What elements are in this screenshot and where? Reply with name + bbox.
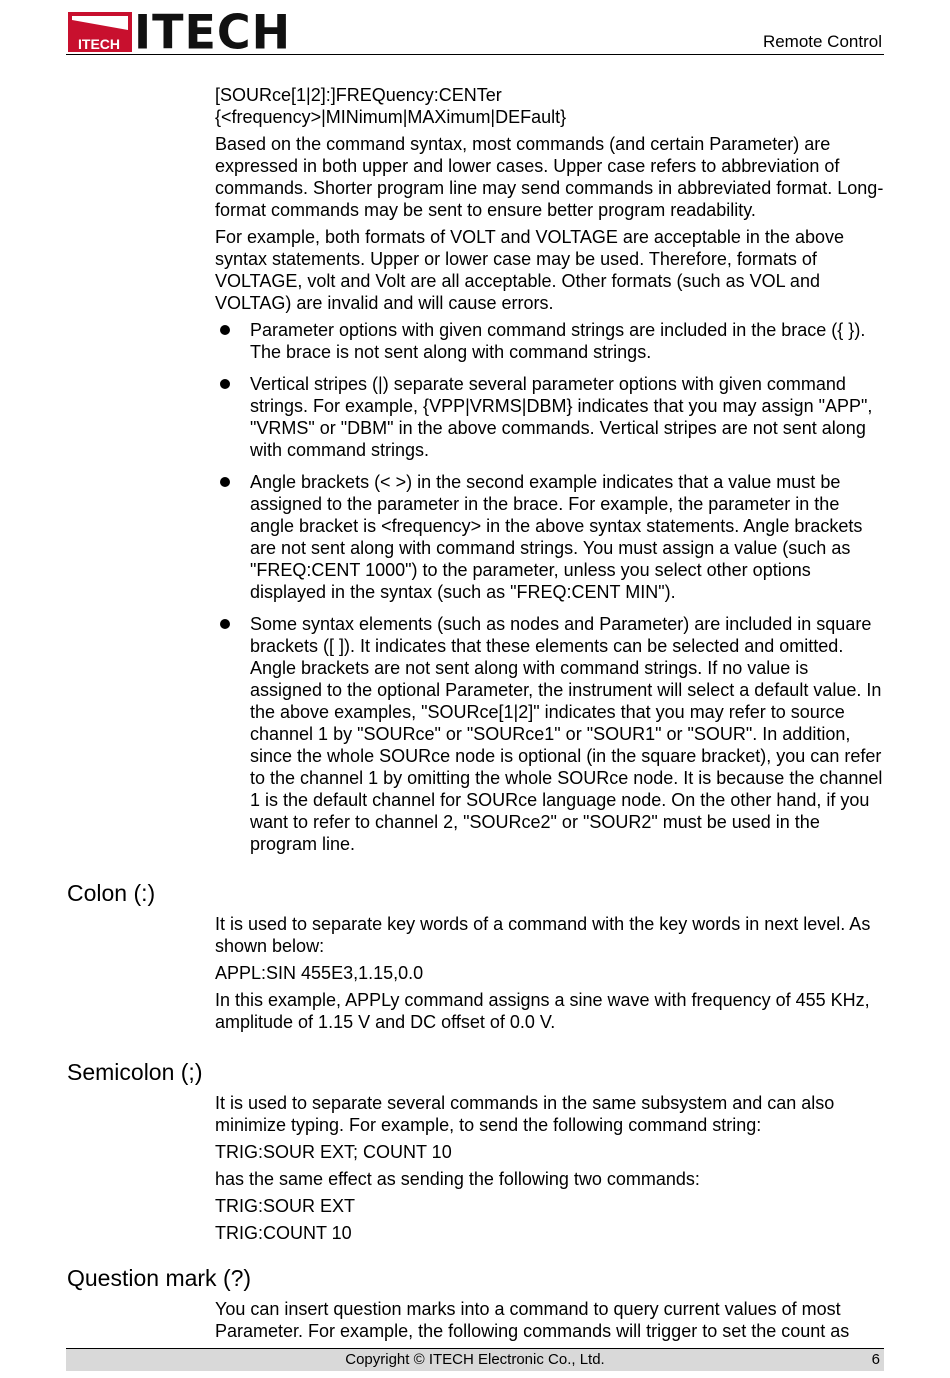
semicolon-section [215, 1092, 885, 1249]
semicolon-command-2: TRIG:COUNT 10 [215, 1223, 352, 1243]
footer-copyright: Copyright © ITECH Electronic Co., Ltd. [345, 1351, 605, 1368]
question-heading: Question mark (?) [67, 1265, 252, 1291]
colon-section [215, 913, 885, 1038]
colon-example: APPL:SIN 455E3,1.15,0.0 [215, 963, 424, 983]
intro-paragraph-2: For example, both formats of VOLT and VOLTAGE are acceptable in the above syntax statements. Upper or lower case may be used. Therefore, formats of VOLTAGE, volt and Volt are all acceptable. Other formats (such as VOL and VOLTAG) are invalid and will cause errors. [215, 227, 844, 313]
itech-logo [68, 4, 292, 60]
header-section-title: Remote Control [762, 32, 882, 51]
semicolon-paragraph-1: It is used to separate several commands in the same subsystem and can also minimize typing. For example, to send the following command string: [215, 1093, 835, 1135]
page-footer [66, 1348, 884, 1371]
semicolon-command-1: TRIG:SOUR EXT [215, 1196, 356, 1216]
intro-paragraph-1: Based on the command syntax, most commands (and certain Parameter) are expressed in both upper and lower cases. Upper case refers to abbreviation of commands. Shorter program line may send commands in abbreviated format. Long-format commands may be sent to ensure better program readability. [215, 134, 884, 220]
semicolon-example: TRIG:SOUR EXT; COUNT 10 [215, 1142, 452, 1162]
question-section [215, 1298, 885, 1347]
syntax-line-2: {<frequency>|MINimum|MAXimum|DEFault} [215, 107, 567, 127]
logo-mark-text: ITECH [78, 36, 120, 52]
list-item-text: Vertical stripes (|) separate several parameter options with given command strings. For example, {VPP|VRMS|DBM} indicates that you may assign "APP", "VRMS" or "DBM" in the above commands. Vertical stripes are not sent along with command strings. [250, 374, 873, 460]
colon-paragraph-1: It is used to separate key words of a command with the key words in next level. As shown below: [215, 914, 871, 956]
page-header [66, 4, 884, 60]
page-number: 6 [871, 1351, 880, 1368]
semicolon-heading: Semicolon (;) [67, 1059, 203, 1085]
list-item [215, 373, 885, 461]
list-item-text: Parameter options with given command strings are included in the brace ({ }). The brace is not sent along with command strings. [250, 320, 866, 362]
colon-paragraph-2: In this example, APPLy command assigns a sine wave with frequency of 455 KHz, amplitude of 1.15 V and DC offset of 0.0 V. [215, 990, 870, 1032]
bullet-icon [220, 325, 230, 335]
intro-section [215, 84, 885, 865]
semicolon-paragraph-2: has the same effect as sending the following two commands: [215, 1169, 700, 1189]
list-item [215, 613, 885, 855]
syntax-line-1: [SOURce[1|2]:]FREQuency:CENTer [215, 85, 502, 105]
logo-wordmark: ITECH [134, 4, 292, 60]
bullet-icon [220, 477, 230, 487]
list-item-text: Angle brackets (< >) in the second example indicates that a value must be assigned to the parameter in the brace. For example, the parameter in the angle bracket is <frequency> in the above syntax statements. Angle brackets are not sent along with command strings. You must assign a value (such as "FREQ:CENT 1000") to the parameter, unless you select other options displayed in the syntax (such as "FREQ:CENT MIN"). [250, 472, 863, 602]
question-paragraph-1: You can insert question marks into a command to query current values of most Parameter. For example, the following commands will trigger to set the count as [215, 1299, 850, 1341]
bullet-icon [220, 619, 230, 629]
list-item-text: Some syntax elements (such as nodes and Parameter) are included in square brackets ([ ]). It indicates that these elements can be selected and omitted. Angle brackets are not sent along with command strings. If no value is assigned to the optional Parameter, the instrument will select a default value. In the above examples, "SOURce[1|2]" indicates that you may refer to source channel 1 by "SOURce" or "SOURce1" or "SOUR1" or "SOUR". In addition, since the whole SOURce node is optional (in the square bracket), you can refer to the channel 1 by omitting the whole SOURce node. It is because the channel 1 is the default channel for SOURce language node. On the other hand, if you want to refer to channel 2, "SOURce2" or "SOUR2" must be used in the program line. [250, 614, 883, 854]
syntax-rules-list [215, 319, 885, 855]
logo-mark-icon [68, 12, 132, 52]
bullet-icon [220, 379, 230, 389]
list-item [215, 471, 885, 603]
list-item [215, 319, 885, 363]
colon-heading: Colon (:) [67, 880, 156, 906]
